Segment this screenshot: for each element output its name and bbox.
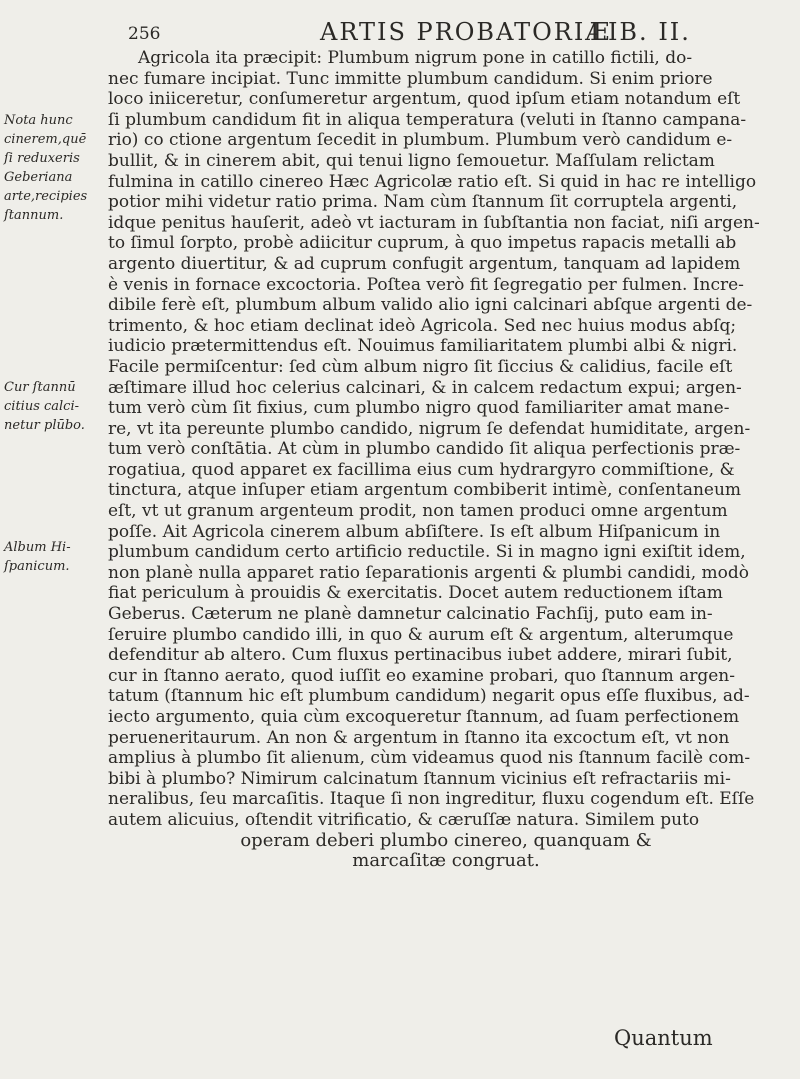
text-line: iecto argumento, quia cùm excoqueretur ſtannum, ad ſuam perfectionem [108,707,740,727]
text-line: non planè nulla apparet ratio ſeparationis argenti & plumbi candidi, modò [108,562,749,583]
running-header [0,6,800,46]
text-line: plumbum candidum certo artificio reductile. Si in magno igni exiſtit idem, [108,542,746,563]
margin-line: ſpanicum. [4,559,70,574]
margin-line: ſi reduxeris [4,151,80,166]
margin-line: citius calci- [4,399,80,414]
marginal-note-cinerem [4,111,102,225]
page-number: 256 [128,24,161,44]
text-line: re, vt ita pereunte plumbo candido, nigrum ſe defendat humiditate, argen- [108,418,751,439]
margin-line: cinerem,quē [4,132,87,147]
text-line: ſeruire plumbo candido illi, in quo & aurum eſt & argentum, alterumque [108,624,734,645]
catchword: Quantum [614,1026,713,1050]
text-line: amplius à plumbo ſit alienum, cùm videamus quod nis ſtannum facilè com- [108,748,751,769]
text-line: perueneritaurum. An non & argentum in ſtanno ita excoctum eſt, vt non [108,727,730,748]
text-line: loco iniiceretur, conſumeretur argentum, quod ipſum etiam notandum eſt [108,89,741,110]
header-book: LIB. II. [590,18,691,46]
text-line: operam deberi plumbo cinereo, quanquam & [240,830,652,851]
margin-line: arte,recipies [4,189,88,204]
text-line: tinctura, atque inſuper etiam argentum combiberit intimè, conſentaneum [108,480,742,501]
marginal-note-album [4,538,102,576]
text-line: bullit, & in cinerem abit, qui tenui ligno ſemouetur. Maſſulam relictam [108,150,715,171]
header-title: ARTIS PROBATORIÆ [320,18,612,46]
text-line: nec fumare incipiat. Tunc immitte plumbum candidum. Si enim priore [108,68,713,89]
text-line: defenditur ab altero. Cum fluxus pertinacibus iubet addere, mirari ſubit, [108,645,733,666]
marginal-note-stannum [4,378,102,435]
text-line: trimento, & hoc etiam declinat ideò Agricola. Sed nec huius modus abſq; [108,315,737,336]
text-line: potior mihi videtur ratio prima. Nam cùm ſtannum ſit corruptela argenti, [108,192,738,213]
text-line: tatum (ſtannum hic eſt plumbum candidum) negarit opus eſſe fluxibus, ad- [108,686,750,707]
margin-line: Geberiana [4,170,73,185]
text-line: marcaſitæ congruat. [352,851,540,872]
margin-line: Nota hunc [4,113,73,128]
margin-line: ſtannum. [4,208,64,223]
text-line: Geberus. Cæterum ne planè damnetur calcinatio Fachſij, puto eam in- [108,604,713,625]
margin-line: Album Hi- [4,540,71,555]
body-text [108,48,784,872]
text-line: fulmina in catillo cinereo Hæc Agricolæ ratio eſt. Si quid in hac re intelligo [108,171,757,192]
text-line: Agricola ita præcipit: Plumbum nigrum pone in catillo fictili, do- [138,48,693,68]
text-line: iudicio prætermittendus eſt. Nouimus familiaritatem plumbi albi & nigri. [108,336,738,357]
text-line: ſi plumbum candidum fit in aliqua temperatura (veluti in ſtanno campana- [108,109,747,130]
text-line: tum verò cùm ſit fixius, cum plumbo nigro quod familiariter amat mane- [108,398,730,419]
text-line: idque penitus hauſerit, adeò vt iacturam in ſubſtantia non faciat, niſi argen- [108,212,760,233]
text-line: æſtimare illud hoc celerius calcinari, & in calcem redactum expui; argen- [108,377,742,398]
text-line: rogatiua, quod apparet ex facillima eius cum hydrargyro commiſtione, & [108,459,735,480]
text-line: dibile ferè eſt, plumbum album valido alio igni calcinari abſque argenti de- [108,295,753,316]
text-line: Facile permiſcentur: ſed cùm album nigro ſit ſiccius & calidius, facile eſt [108,356,733,377]
text-line: è venis in fornace excoctoria. Poſtea verò fit ſegregatio per fulmen. Incre- [108,274,744,295]
text-line: cur in ſtanno aerato, quod iuſſit eo examine probari, quo ſtannum argen- [108,665,735,686]
margin-line: netur plūbo. [4,418,85,433]
text-line: tum verò conſtātia. At cùm in plumbo candido ſit aliqua perfectionis præ- [108,439,741,460]
text-line: poſſe. Ait Agricola cinerem album abſiſtere. Is eſt album Hiſpanicum in [108,521,721,542]
text-line: neralibus, ſeu marcaſitis. Itaque ſi non ingreditur, fluxu cogendum eſt. Eſſe [108,789,755,810]
text-line: bibi à plumbo? Nimirum calcinatum ſtannum vicinius eſt refractariis mi- [108,768,731,789]
text-line: autem alicuius, oſtendit vitrificatio, & cæruſſæ natura. Similem puto [108,809,700,830]
text-line: fiat periculum à prouidis & exercitatis. Docet autem reductionem iſtam [108,583,723,604]
text-line: eſt, vt ut granum argenteum prodit, non tamen produci omne argentum [108,501,728,522]
text-line: to ſimul ſorpto, probè adiicitur cuprum, à quo impetus rapacis metalli ab [108,233,737,254]
text-line: argento diuertitur, & ad cuprum confugit argentum, tanquam ad lapidem [108,253,741,274]
text-line: rio) co ctione argentum ſecedit in plumbum. Plumbum verò candidum e- [108,130,733,151]
margin-line: Cur ſtannū [4,380,76,395]
